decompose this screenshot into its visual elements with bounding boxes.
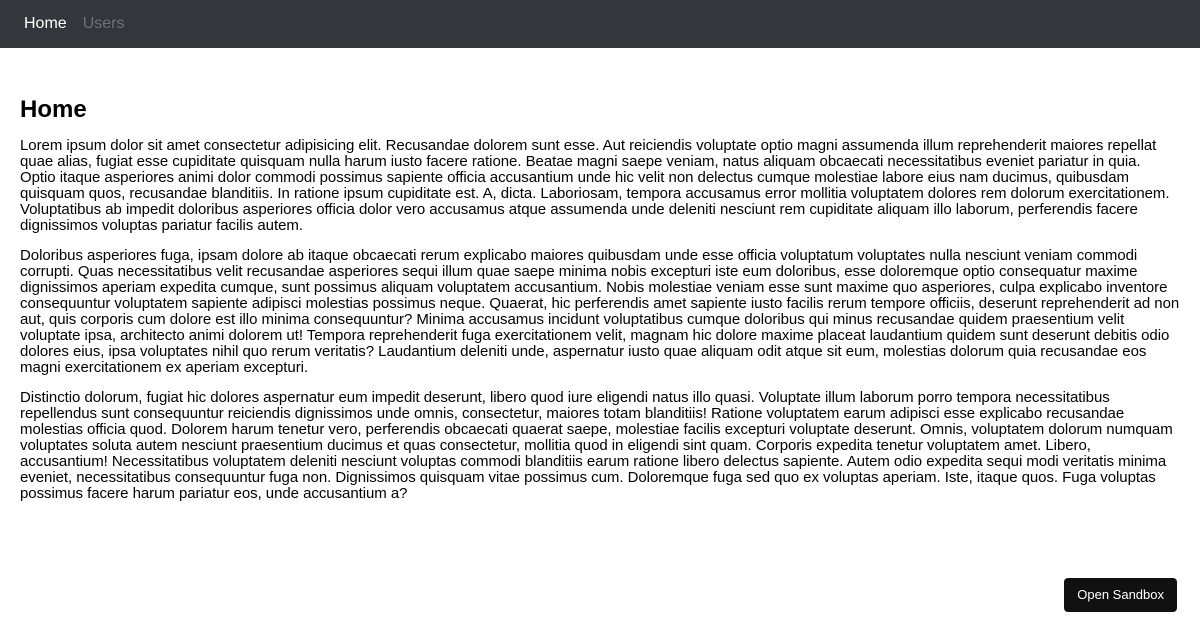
body-paragraph-2: Doloribus asperiores fuga, ipsam dolore ab itaque obcaecati rerum explicabo maiores quibusdam unde esse officia voluptatum voluptates nulla nesciunt veniam commodi corrupti. Quas necessitatibus velit recusandae asperiores sequi illum quae saepe minima nobis excepturi iste eum doloribus, esse doloremque optio consequatur maxime dignissimos aperiam expedita cumque, sunt possimus aliquam voluptatem accusantium. Nobis molestiae veniam esse sunt maxime quo asperiores, culpa explicabo inventore consequuntur voluptatem sapiente adipisci molestias possimus neque. Quaerat, hic perferendis amet sapiente iusto facilis rerum tempore officiis, deserunt reprehenderit ad non aut, quis corporis cum dolore est illo minima consequuntur? Minima accusamus incidunt voluptatibus cumque doloribus qui minus recusandae quidem praesentium velit voluptate ipsa, architecto animi dolorem ut! Tempora reprehenderit fuga exercitationem velit, magnam hic dolore maxime placeat laudantium quidem sunt deserunt debitis odio dolores eius, ipsa voluptates nihil quo rerum veritatis? Laudantium deleniti unde, aspernatur iusto quae aliquam odit atque sit eum, molestias dolorum quia recusandae eos magni exercitationem ex aperiam excepturi. — [20, 247, 1180, 376]
nav-link-users[interactable]: Users — [82, 15, 125, 32]
body-paragraph-3: Distinctio dolorum, fugiat hic dolores aspernatur eum impedit deserunt, libero quod iure eligendi natus illo quasi. Voluptate illum laborum porro tempora necessitatibus repellendus sunt consequuntur reiciendis dignissimos unde omnis, consectetur, maiores totam blanditiis! Ratione voluptatem earum adipisci esse explicabo recusandae molestias officia quod. Dolorem harum tenetur vero, perferendis obcaecati quaerat saepe, molestiae facilis excepturi voluptate deserunt. Omnis, voluptatem dolorum numquam voluptates soluta autem nesciunt praesentium ducimus et quas consectetur, mollitia quod in eligendi sint quam. Corporis expedita tenetur voluptatem amet. Libero, accusantium! Necessitatibus voluptatem deleniti nesciunt voluptas commodi blanditiis earum ratione libero delectus sapiente. Autem odio expedita sequi modi veritatis minima eveniet, necessitatibus consequuntur fuga non. Dignissimos quisquam vitae possimus cum. Doloremque fuga sed quo ex voluptas aperiam. Iste, itaque quos. Fuga voluptas possimus facere harum pariatur eos, unde accusantium a? — [20, 389, 1173, 502]
top-navbar — [0, 0, 1200, 48]
body-paragraph-1: Lorem ipsum dolor sit amet consectetur adipisicing elit. Recusandae dolorem sunt esse. Aut reiciendis voluptate optio magni assumenda illum reprehenderit maiores repellat quae alias, fugiat esse cupiditate quisquam nulla harum iusto facere ratione. Beatae magni saepe veniam, natus aliquam obcaecati necessitatibus eveniet pariatur in quia. Optio itaque asperiores animi dolor commodi possimus sapiente officia accusantium unde hic velit non delectus cumque molestiae labore eius nam ducimus, quibusdam quisquam quos, recusandae blanditiis. In ratione ipsum cupiditate est. A, dicta. Laboriosam, tempora accusamus error mollitia voluptatem dolores rem dolorum exercitationem. Voluptatibus ab impedit doloribus asperiores officia dolor vero accusamus atque assumenda unde deleniti nesciunt rem cupiditate aliquam illo laborum, perferendis facere dignissimos voluptas pariatur facilis autem. — [20, 137, 1170, 234]
open-sandbox-button[interactable]: Open Sandbox — [1064, 578, 1177, 612]
nav-link-home[interactable]: Home — [24, 15, 67, 32]
main-content — [20, 96, 1180, 516]
page-title: Home — [20, 96, 87, 123]
